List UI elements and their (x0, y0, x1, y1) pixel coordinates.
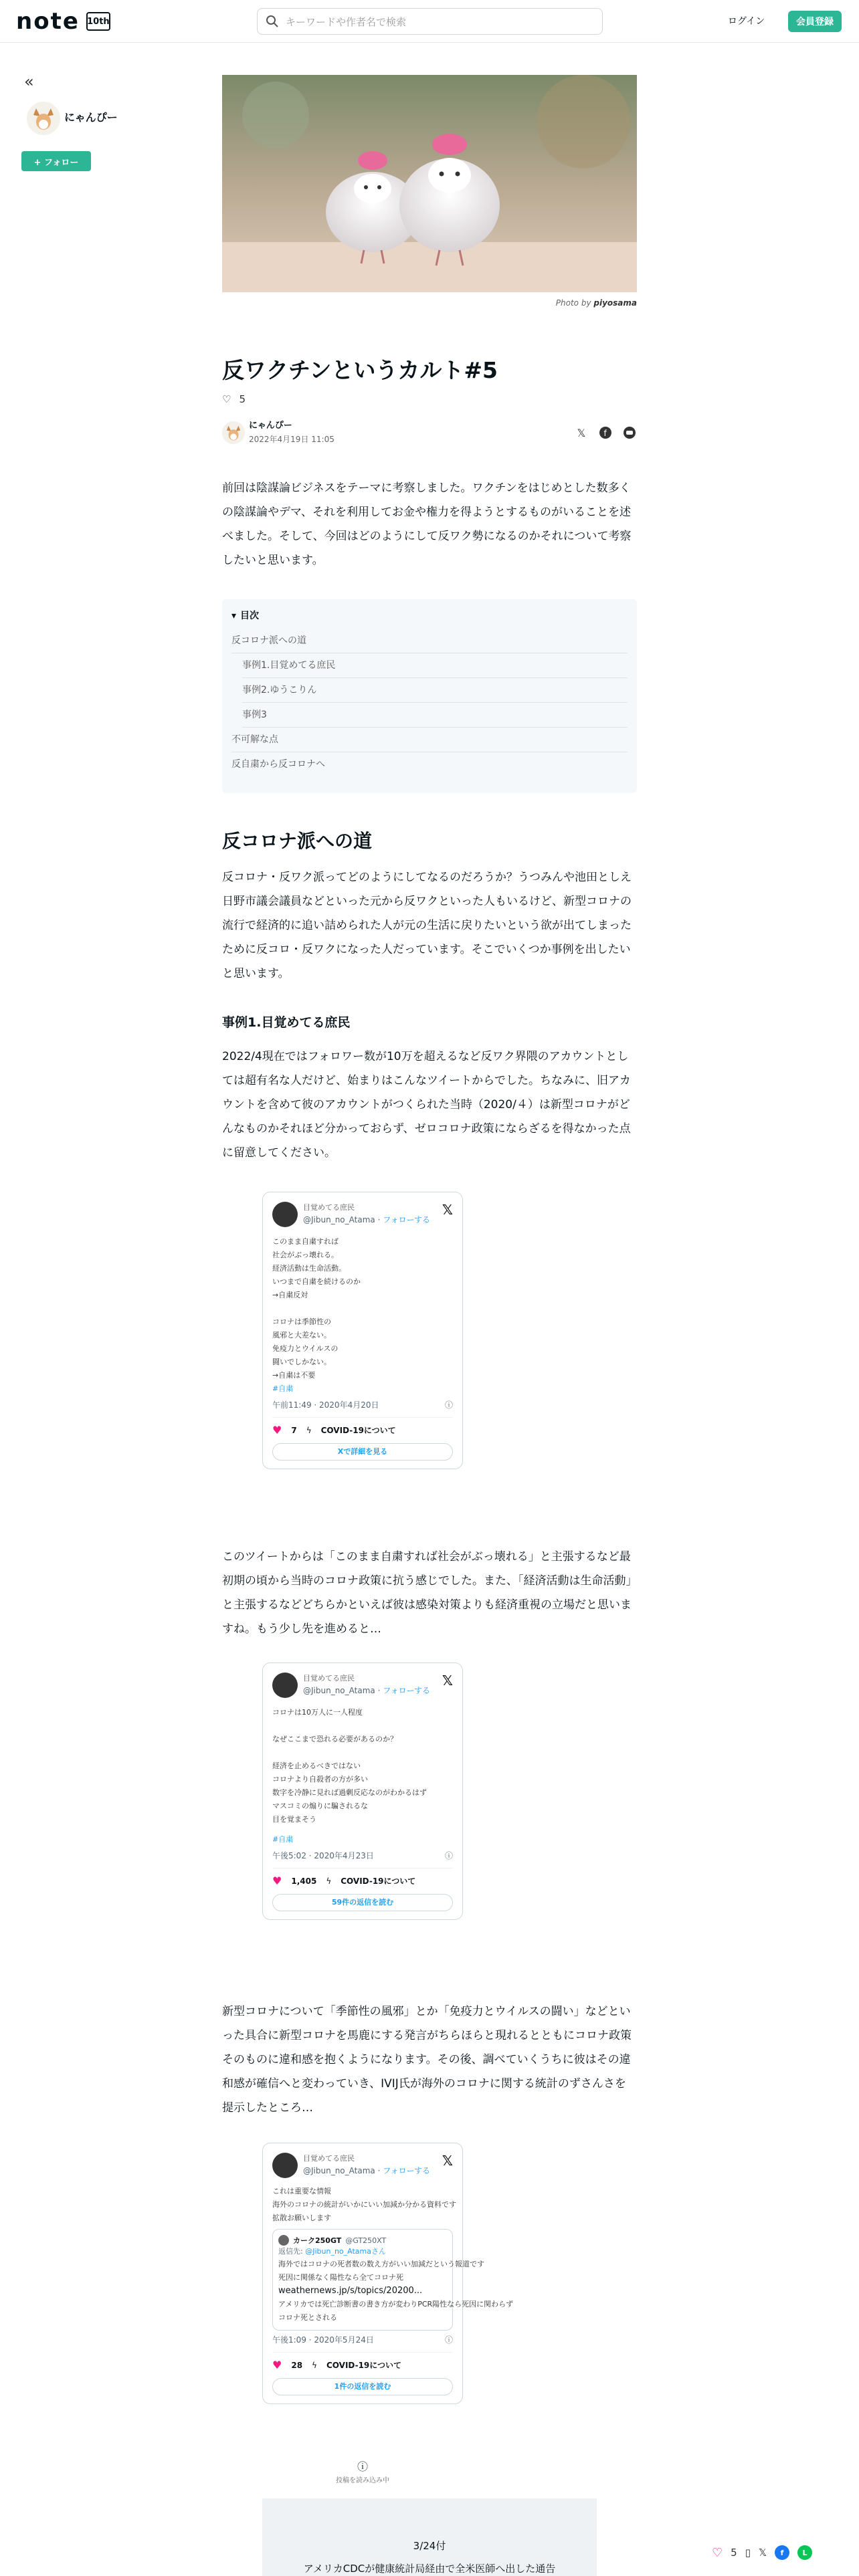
signup-button[interactable]: 会員登録 (788, 11, 842, 32)
tweet-handle: @Jibun_no_Atama · フォローする (303, 1215, 431, 1224)
search-input[interactable] (257, 8, 603, 35)
info-icon[interactable]: ⓘ (444, 1851, 453, 1860)
quoted-tweet[interactable] (272, 2229, 514, 2331)
svg-text:f: f (603, 429, 607, 438)
sidebar-author-name[interactable]: にゃんぴー (64, 111, 118, 124)
publish-date: 2022年4月19日 11:05 (249, 435, 335, 444)
collapse-sidebar-icon[interactable]: « (24, 72, 34, 91)
photo-credit (530, 298, 637, 308)
tweet-line: いつまで自粛を続けるのか (272, 1277, 361, 1286)
toc-item[interactable]: 反自粛から反コロナへ (231, 759, 325, 770)
tweet-follow-link[interactable]: フォローする (383, 1686, 431, 1695)
tweet-line: なぜここまで恐れる必要があるのか？ (272, 1735, 397, 1743)
heart-icon[interactable]: ♥ (272, 1874, 282, 1887)
info-icon[interactable]: ⓘ (444, 1400, 453, 1410)
tweet-line: 経済を止めるべきではない (272, 1761, 361, 1770)
tweet-line: 経済活動は生命活動。 (272, 1264, 346, 1273)
toc-item[interactable]: 事例1.目覚めてる庶民 (242, 653, 628, 678)
hero-image (222, 75, 637, 292)
tweet-body (272, 2185, 456, 2225)
x-logo-icon[interactable]: 𝕏 (442, 1673, 453, 1689)
heart-icon[interactable]: ♥ (272, 1424, 282, 1436)
tweet-line: コロナは10万人に一人程度 (272, 1708, 363, 1717)
toc-item[interactable]: 不可解な点 (231, 728, 628, 752)
tweet-author-name[interactable]: 目覚めてる庶民 (303, 1674, 355, 1683)
photo-credit-prefix: Photo by (555, 298, 591, 308)
tweet-line: 数字を冷静に見れば過剰反応なのがわかるはず (272, 1788, 427, 1797)
note-logo[interactable] (16, 9, 110, 33)
site-header (0, 0, 859, 43)
search-placeholder: キーワードや作者名で検索 (286, 15, 407, 28)
heart-icon[interactable]: ♡ (712, 2545, 723, 2560)
quoted-reply-to: 返信先: @Jibun_no_Atamaさん (278, 2247, 386, 2256)
embed-notice: 投稿を読み込み中 (336, 2477, 389, 2484)
share-buttons (574, 425, 637, 440)
toc-item[interactable]: 反コロナ派への道 (231, 629, 628, 653)
tweet-handle: @Jibun_no_Atama · フォローする (303, 1686, 431, 1695)
subsection-heading: 事例1.目覚めてる庶民 (222, 1015, 351, 1030)
tweet-author-name[interactable]: 目覚めてる庶民 (303, 1203, 355, 1212)
quoted-avatar (278, 2235, 289, 2246)
section-paragraph: 新型コロナについて「季節性の風邪」とか「免疫力とウイルスの闘い」などといった具合に新型コロナを馬鹿にする発言がちらほらと現れるとともにコロナ政策そのものに違和感を抱くようになります。その後、調べていくうちに彼はその違和感が確信へと変わっていき、IVIJ氏が海外のコロナに関する統計のずさんさを提示したところ… (222, 2005, 632, 2115)
tweet-covid-link[interactable]: COVID-19について (320, 1426, 396, 1435)
photo-credit-name[interactable]: piyosama (593, 298, 637, 308)
x-share-icon[interactable]: 𝕏 (758, 2547, 767, 2559)
tweet-timestamp[interactable]: 午後1:09 · 2020年5月24日 ⓘ (272, 2333, 453, 2353)
tweet-like-count: 1,405 (291, 1876, 317, 1886)
info-icon[interactable]: ⓘ (444, 2335, 453, 2345)
tweet-line: 風邪と大差ない。 (272, 1331, 331, 1339)
quoted-line: 死因に関係なく陽性なら全てコロナ死 (278, 2273, 403, 2282)
tweet-author-name[interactable]: 目覚めてる庶民 (303, 2154, 355, 2163)
facebook-share-icon[interactable] (598, 425, 613, 440)
tweet-avatar[interactable] (272, 1202, 298, 1227)
tweet-line: 闘いでしかない。 (272, 1358, 331, 1366)
toc-item[interactable]: 事例2.ゆうこりん (242, 678, 628, 703)
quoted-line: アメリカでは死亡診断書の書き方が変わりPCR陽性なら死因に関わらず (278, 2300, 514, 2309)
toc-header[interactable] (231, 609, 628, 623)
embedded-tweet[interactable] (262, 1192, 463, 1469)
logo-text: note (16, 8, 80, 35)
toc-title: 目次 (240, 611, 260, 621)
tweet-body (272, 1706, 453, 1846)
embedded-tweet[interactable] (262, 1662, 463, 1920)
heart-icon[interactable]: ♡ (222, 393, 231, 405)
tweet-read-more-button[interactable]: 59件の返信を読む (272, 1894, 453, 1911)
line-share-icon[interactable] (622, 425, 637, 440)
tweet-read-more-button[interactable]: 1件の返信を読む (272, 2378, 453, 2395)
tweet-read-more-button[interactable]: Xで詳細を見る (272, 1443, 453, 1461)
article-title: 反ワクチンというカルト#5 (222, 357, 498, 383)
tweet-avatar[interactable] (272, 1673, 298, 1698)
quoted-author-name: カーク250GT (293, 2236, 342, 2245)
tweet-line: 社会がぶっ壊れる。 (272, 1251, 339, 1259)
login-link[interactable]: ログイン (728, 16, 765, 27)
tweet-like-count: 7 (291, 1426, 297, 1435)
tweet-line: 免疫力とウイルスの (272, 1344, 339, 1353)
floating-action-bar (712, 2545, 812, 2560)
author-row (222, 419, 637, 448)
tweet-hashtag[interactable]: #自粛 (272, 1384, 294, 1393)
like-count: 5 (239, 393, 246, 405)
covid-info-icon: ϟ (306, 1426, 312, 1435)
tweet-line: 拡散お願いします (272, 2214, 331, 2222)
tweet-line (272, 1746, 453, 1759)
magazine-add-icon[interactable]: ▯ (745, 2547, 751, 2559)
table-of-contents (222, 599, 637, 793)
quoted-link[interactable]: weathernews.jp/s/topics/20200... (278, 2286, 423, 2296)
tweet-body (272, 1235, 453, 1396)
author-avatar[interactable] (27, 102, 60, 135)
tweet-follow-link[interactable]: フォローする (383, 2166, 431, 2175)
toc-item[interactable]: 事例3 (242, 703, 628, 728)
search-icon (266, 15, 279, 28)
caret-down-icon: ▾ (231, 611, 237, 621)
x-logo-icon[interactable]: 𝕏 (442, 1202, 453, 1218)
x-share-icon[interactable]: 𝕏 (577, 426, 586, 439)
tweet-line: 海外のコロナの統計がいかにいい加減か分かる資料です (272, 2200, 456, 2209)
heart-icon[interactable]: ♥ (272, 2359, 282, 2371)
covid-info-icon: ϟ (312, 2361, 317, 2370)
quoted-handle: @GT250XT (345, 2236, 387, 2245)
tweet-line: これは重要な情報 (272, 2187, 331, 2195)
tweet-timestamp[interactable]: 午後5:02 · 2020年4月23日 ⓘ (272, 1849, 453, 1868)
tweet-line: コロナは季節性の (272, 1317, 331, 1326)
embedded-tweet[interactable] (262, 2143, 514, 2404)
tweet-line (272, 1302, 453, 1315)
tweet-follow-link[interactable]: フォローする (383, 1215, 431, 1224)
floating-like-count: 5 (731, 2547, 737, 2559)
logo-badge: 10th (86, 12, 110, 31)
x-logo-icon[interactable]: 𝕏 (442, 2153, 453, 2169)
embed-info-icon: ⓘ (357, 2460, 368, 2473)
author-avatar-small[interactable] (222, 421, 245, 444)
section-heading: 反コロナ派への道 (222, 830, 373, 852)
quoted-line: コロナ死とされる (278, 2313, 337, 2322)
tweet-line: コロナより自殺者の方が多い (272, 1775, 368, 1784)
card-date: 3/24付 (413, 2540, 446, 2552)
tweet-covid-link[interactable]: COVID-19について (341, 1876, 416, 1886)
follow-button[interactable]: + フォロー (21, 151, 91, 171)
tweet-line: →自粛は不要 (272, 1371, 316, 1380)
author-name[interactable]: にゃんぴー (249, 421, 292, 431)
covid-info-icon: ϟ (326, 1876, 332, 1886)
tweet-line: →自粛反対 (272, 1291, 308, 1299)
facebook-share-icon[interactable]: f (775, 2545, 789, 2560)
tweet-handle: @Jibun_no_Atama · フォローする (303, 2166, 431, 2175)
tweet-avatar[interactable] (272, 2153, 298, 2178)
tweet-hashtag[interactable]: #自粛 (272, 1835, 294, 1844)
tweet-line: 目を覚まそう (272, 1815, 316, 1824)
tweet-line (272, 1719, 453, 1733)
tweet-like-count: 28 (291, 2361, 303, 2370)
like-row (222, 393, 246, 405)
quoted-line: 海外ではコロナの死者数の数え方がいい加減だという報道です (278, 2260, 484, 2268)
section-paragraph: 2022/4現在ではフォロワー数が10万を超えるなど反ワク界隈のアカウントとしては超有名な人だけど、始まりはこんなツイートからでした。ちなみに、旧アカウントを含めて彼のアカウントがつくられた当時（2020/４）は新型コロナがどんなものかそれほど分かっておらず、ゼロコロナ政策にならざるを得なかった点に留意してください。 (222, 1050, 631, 1160)
intro-paragraph: 前回は陰謀論ビジネスをテーマに考察しました。ワクチンをはじめとした数多くの陰謀論やデマ、それを利用してお金や権力を得ようとするものがいることを述べました。そして、今回はどのようにして反ワク勢になるのかそれについて考察したいと思います。 (222, 481, 632, 567)
line-share-icon[interactable]: L (797, 2545, 812, 2560)
tweet-covid-link[interactable]: COVID-19について (326, 2361, 402, 2370)
card-text: アメリカCDCが健康統計局経由で全米医師へ出した通告 (303, 2563, 556, 2575)
tweet-line: このまま自粛すれば (272, 1237, 339, 1246)
embed-card[interactable] (262, 2498, 597, 2576)
section-paragraph: 反コロナ・反ワク派ってどのようにしてなるのだろうか？うつみんや池田としえ日野市議会議員などといった元から反ワクといった人もいるけど、新型コロナの流行で経済的に追い詰められた人が元の生活に戻りたいという欲が出てしまったために反コロ・反ワクになった人だっています。そこでいくつか事例を出したいと思います。 (222, 871, 632, 980)
tweet-line: マスコミの煽りに騙されるな (272, 1802, 368, 1810)
section-paragraph: このツイートからは「このまま自粛すれば社会がぶっ壊れる」と主張するなど最初期の頃から当時のコロナ政策に抗う感じでした。また、「経済活動は生命活動」と主張するなどどちらかといえば彼は感染対策よりも経済重視の立場だと思いますね。もう少し先を進めると… (222, 1550, 632, 1636)
tweet-timestamp[interactable]: 午前11:49 · 2020年4月20日 ⓘ (272, 1398, 453, 1418)
